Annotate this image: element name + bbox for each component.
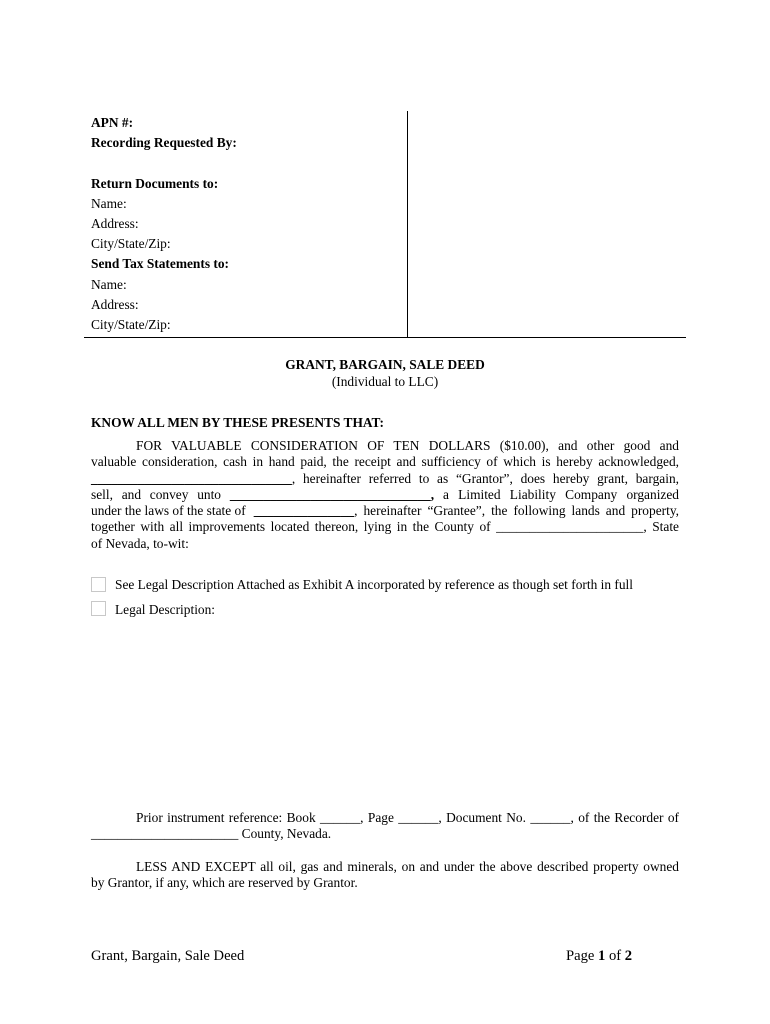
return-documents-label: Return Documents to: xyxy=(91,175,219,191)
body-line-6: together with all improvements located thereon, lying in the County of ______________________, State xyxy=(91,519,679,535)
page-mid: of xyxy=(605,948,625,964)
send-tax-statements-label: Send Tax Statements to: xyxy=(91,256,230,272)
body-line-5 xyxy=(91,503,679,519)
page-prefix: Page xyxy=(566,948,599,964)
grantee-name-blank[interactable]: ______________________________, xyxy=(229,486,435,502)
know-all-heading: KNOW ALL MEN BY THESE PRESENTS THAT: xyxy=(91,415,384,430)
recording-requested-by-label: Recording Requested By: xyxy=(91,135,237,151)
less-except-line-1: LESS AND EXCEPT all oil, gas and minerals, on and under the above described property owned xyxy=(136,859,679,874)
deed-title: GRANT, BARGAIN, SALE DEED xyxy=(285,357,485,372)
footer-document-name: Grant, Bargain, Sale Deed xyxy=(91,948,245,964)
deed-subtitle: (Individual to LLC) xyxy=(331,374,439,389)
return-name-label: Name: xyxy=(91,195,127,211)
spacer xyxy=(91,153,401,173)
body-line-3-text: , hereinafter referred to as “Grantor”, does hereby grant, bargain, xyxy=(291,470,679,486)
less-except-line-2: by Grantor, if any, which are reserved by Grantor. xyxy=(91,875,358,891)
prior-instrument-paragraph xyxy=(91,810,679,843)
header-horizontal-divider xyxy=(84,337,686,338)
body-line-5-rest: , hereinafter “Grantee”, the following lands and property, xyxy=(354,503,679,519)
return-address-label: Address: xyxy=(91,215,139,231)
less-except-paragraph xyxy=(91,859,679,892)
footer-page-number xyxy=(566,946,632,966)
body-line-5-start: under the laws of the state of xyxy=(91,503,246,519)
body-line-7: of Nevada, to-wit: xyxy=(91,535,189,551)
exhibit-checkbox-label: See Legal Description Attached as Exhibit A incorporated by reference as though set forth in full xyxy=(115,577,633,592)
conveyance-paragraph xyxy=(91,438,679,552)
grantor-name-blank[interactable]: ______________________________ xyxy=(91,470,292,486)
legal-description-label: Legal Description: xyxy=(115,602,216,617)
prior-line-1: Prior instrument reference: Book ______, Page ______, Document No. ______, of the Recorder of xyxy=(136,810,679,825)
tax-city-label: City/State/Zip: xyxy=(91,316,171,332)
page-total: 2 xyxy=(624,948,633,964)
exhibit-checkbox[interactable] xyxy=(91,577,106,592)
prior-line-2: ______________________ County, Nevada. xyxy=(91,826,332,842)
body-line-4-rest: a Limited Liability Company organized xyxy=(443,486,679,502)
page-current: 1 xyxy=(598,948,606,964)
body-line-4-start: sell, and convey unto xyxy=(91,486,221,502)
body-line-3 xyxy=(91,471,679,487)
apn-label: APN #: xyxy=(91,115,134,130)
recording-info-block xyxy=(91,113,401,335)
body-line-2: valuable consideration, cash in hand paid, the receipt and sufficiency of which is hereby acknowledged, xyxy=(91,454,679,470)
state-blank[interactable]: _______________ xyxy=(253,503,355,519)
body-line-4 xyxy=(91,487,679,503)
return-city-label: City/State/Zip: xyxy=(91,236,171,252)
legal-description-checkbox[interactable] xyxy=(91,601,106,616)
tax-address-label: Address: xyxy=(91,296,139,312)
header-vertical-divider xyxy=(407,111,408,338)
body-line-1: FOR VALUABLE CONSIDERATION OF TEN DOLLARS ($10.00), and other good and xyxy=(136,438,679,453)
tax-name-label: Name: xyxy=(91,276,127,292)
